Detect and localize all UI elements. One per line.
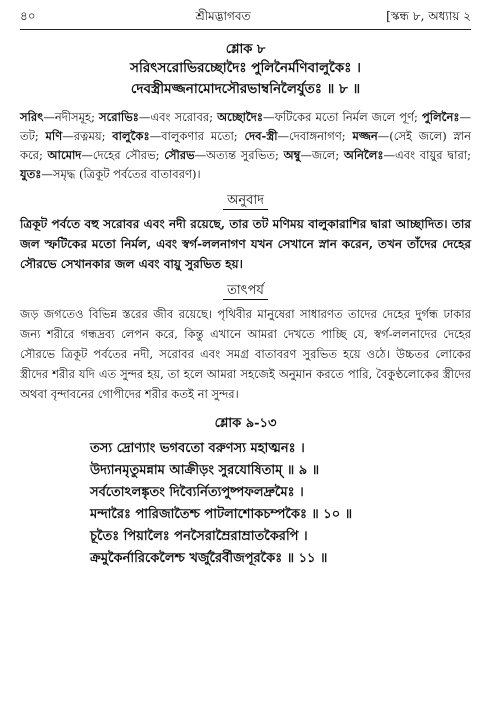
section-reference: [স্কন্ধ ৮, অধ্যায় ২	[386, 9, 471, 23]
book-title: শ্রীমদ্ভাগবত	[195, 9, 251, 23]
synonym-term: যুতঃ	[20, 167, 42, 181]
translation-heading-text: অনুবাদ	[223, 193, 268, 210]
synonym-meaning: —তট;	[20, 110, 471, 143]
verse-line: মন্দারৈঃ পারিজাতৈশ্চ পাটলাশোকচম্পকৈঃ ॥ ১০ ॥	[90, 507, 353, 522]
synonym-term: আমোদ	[47, 148, 82, 162]
synonym-term: সরোভিঃ	[99, 110, 139, 124]
verse-heading: শ্লোক ৮	[225, 42, 266, 57]
page-header	[20, 8, 471, 30]
verse-text	[20, 58, 471, 100]
synonym-meaning: —দেহের সৌরভ;	[81, 148, 165, 162]
synonym-term: পুলিনৈঃ	[422, 110, 460, 124]
verse-line: চূতৈঃ পিয়ালৈঃ পনসৈরাম্রৈরাম্রাতকৈরপি ।	[90, 529, 308, 544]
synonym-term: অচ্ছোদৈঃ	[217, 110, 263, 124]
synonym-meaning: —অত্যন্ত সুরভিত;	[194, 148, 284, 162]
verse-line: উদ্যানমৃতুমন্নাম আক্রীড়ং সুরযোষিতাম্ ॥ ৯ ॥	[90, 463, 320, 478]
synonym-meaning: —বালুকণার মতো;	[149, 129, 245, 143]
synonym-meaning: —এবং সরোবর;	[138, 110, 218, 124]
synonym-meaning: —জলে;	[300, 148, 344, 162]
synonym-meaning: —নদীসমূহ;	[43, 110, 100, 124]
synonyms-paragraph	[20, 108, 471, 184]
verse-line: ক্রমুকৈর্নারিকেলৈশ্চ খর্জুরৈর্বীজপূরকৈঃ ॥ ১১ ॥	[90, 551, 328, 566]
purport-heading-text: তাৎপর্য	[223, 283, 268, 300]
synonym-meaning: —সমৃদ্ধ (ত্রিকূট পর্বতের বাতাবরণ)।	[41, 167, 201, 181]
page-number: ৪০	[20, 9, 36, 23]
purport-heading	[20, 282, 471, 300]
verse-line: সরিৎসরোভিরচ্ছোদৈঃ পুলিনৈর্মণিবালুকৈঃ ।	[130, 60, 361, 76]
verse-line: সর্বতোঽলঙ্কৃতং দিব্যৈর্নিত্যপুষ্পফলদ্রুমৈঃ ।	[90, 485, 304, 500]
synonym-meaning: —ফটিকের মতো নির্মল জলে পূর্ণ;	[262, 110, 422, 124]
translation-heading	[20, 192, 471, 210]
synonym-term: দেব-স্ত্রী	[244, 129, 278, 143]
synonym-meaning: —এবং বায়ুর দ্বারা;	[383, 148, 471, 162]
verse-line: তস্য দ্রোণ্যাং ভগবতো বরুণস্য মহাত্মনঃ ।	[90, 441, 305, 456]
synonym-term: বালুকৈঃ	[112, 129, 150, 143]
purport-text: জড় জগতেও বিভিন্ন স্তরের জীব রয়েছে। পৃথিবীর মানুষেরা সাধারণত তাদের দেহের দুর্গন্ধ ঢাকার জন্য শরীরে গন্ধদ্রব্য লেপন করে, কিন্তু এখানে আমরা দেখতে পাচ্ছি যে, স্বর্গ-ললনাদের দেহের সৌরভে ত্রিকূট পর্বতের নদী, সরোবর এবং সমগ্র বাতাবরণ সুরভিত হয়ে ওঠে। উচ্চতর লোকের স্ত্রীদের শরীর যদি এত সুন্দর হয়, তা হলে আমরা সহজেই অনুমান করতে পারি, বৈকুণ্ঠলোকের স্ত্রীদের অথবা বৃন্দাবনের গোপীদের শরীর কতই না সুন্দর।	[20, 307, 471, 401]
synonym-term: অনিলৈঃ	[343, 148, 384, 162]
synonym-meaning: —রত্নময়;	[62, 129, 113, 143]
synonym-meaning: —দেবাঙ্গনাগণ;	[277, 129, 353, 143]
synonym-term: অম্বু	[283, 148, 301, 162]
synonym-meaning: —(সেই জলে) স্নান করে;	[20, 129, 471, 162]
synonym-term: সরিৎ	[20, 110, 44, 124]
verse-heading: শ্লোক ৯-১৩	[214, 416, 277, 431]
verse-text	[20, 438, 471, 570]
synonym-term: সৌরভ	[164, 148, 195, 162]
synonym-term: মজ্জন	[352, 129, 378, 143]
synonym-term: মণি	[45, 129, 63, 143]
translation-text: ত্রিকূট পর্বতে বহু সরোবর এবং নদী রয়েছে, তার তট মণিময় বালুকারাশির দ্বারা আচ্ছাদিত। তার জল স্ফটিকের মতো নির্মল, এবং স্বর্গ-ললনাগণ যখন সেখানে স্নান করেন, তখন তাঁদের দেহের সৌরভে সেখানকার জল এবং বায়ু সুরভিত হয়।	[20, 217, 471, 271]
verse-line: দেবস্ত্রীমজ্জনামোদসৌরভাম্বনিলৈর্যুতঃ ॥ ৮ ॥	[130, 81, 361, 97]
